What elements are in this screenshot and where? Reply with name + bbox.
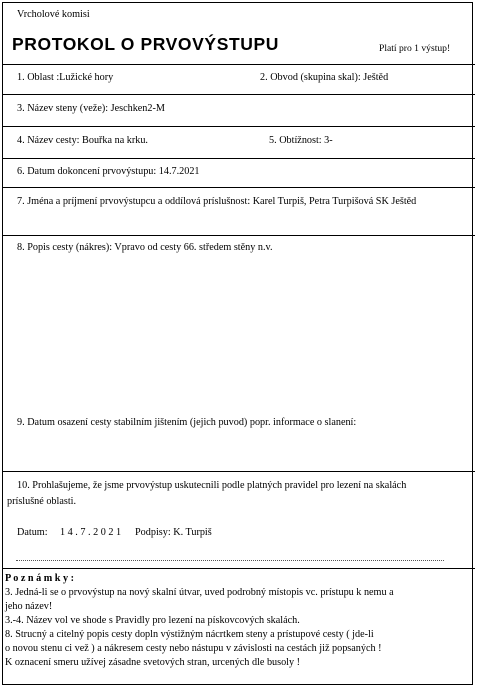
note-line: 3.-4. Název vol ve shode s Pravidly pro lezení na pískovcových skalách.: [5, 615, 300, 626]
divider: [2, 126, 475, 127]
note-line: 3. Jedná-li se o prvovýstup na nový skalní útvar, uved podrobný místopis vc. prístupu k nemu a: [5, 587, 394, 598]
note-line: 8. Strucný a citelný popis cesty dopln výstižným nácrtkem steny a prístupové cesty ( jde-li: [5, 629, 374, 640]
field-protection: 9. Datum osazení cesty stabilním jištením (jejich puvod) popr. informace o slanení:: [17, 417, 357, 428]
declaration-line-1: 10. Prohlašujeme, že jsme prvovýstup uskutecnili podle platných pravidel pro lezení na skalách: [17, 480, 407, 491]
note-line: K oznacení smeru užívej zásadne svetových stran, urcených dle busoly !: [5, 657, 301, 668]
date-value: 1 4 . 7 . 2 0 2 1: [60, 527, 122, 538]
field-climbers: 7. Jména a príjmení prvovýstupcu a oddílová príslušnost: Karel Turpiš, Petra Turpišová SK Ještěd: [17, 196, 417, 207]
divider: [2, 471, 475, 472]
divider: [2, 568, 475, 569]
note-line: o novou stenu ci vež ) a nákresem cesty nebo nástupu v závislosti na cestách již popsaných !: [5, 643, 382, 654]
divider: [2, 158, 475, 159]
signature: Podpisy: K. Turpiš: [135, 527, 212, 538]
field-district: 2. Obvod (skupina skal): Ještěd: [260, 72, 389, 83]
page-title: PROTOKOL O PRVOVÝSTUPU: [12, 34, 280, 54]
note-line: jeho název!: [5, 601, 53, 612]
field-date: 6. Datum dokoncení prvovýstupu: 14.7.2021: [17, 166, 200, 177]
notes-heading: P o z n á m k y :: [5, 573, 75, 584]
validity-note: Platí pro 1 výstup!: [379, 43, 451, 54]
divider: [2, 94, 475, 95]
date-label: Datum:: [17, 527, 48, 538]
field-area: 1. Oblast :Lužické hory: [17, 72, 114, 83]
declaration-line-2: príslušné oblasti.: [7, 496, 77, 507]
field-description: 8. Popis cesty (nákres): Vpravo od cesty 66. středem stěny n.v.: [17, 242, 273, 253]
field-difficulty: 5. Obtížnost: 3-: [269, 135, 333, 146]
signature-line: [16, 560, 444, 561]
field-route: 4. Název cesty: Bouřka na krku.: [17, 135, 148, 146]
commission-label: Vrcholové komisi: [17, 9, 90, 20]
divider: [2, 187, 475, 188]
field-wall: 3. Název steny (veže): Jeschken2-M: [17, 103, 165, 114]
divider: [2, 64, 475, 65]
divider: [2, 235, 475, 236]
